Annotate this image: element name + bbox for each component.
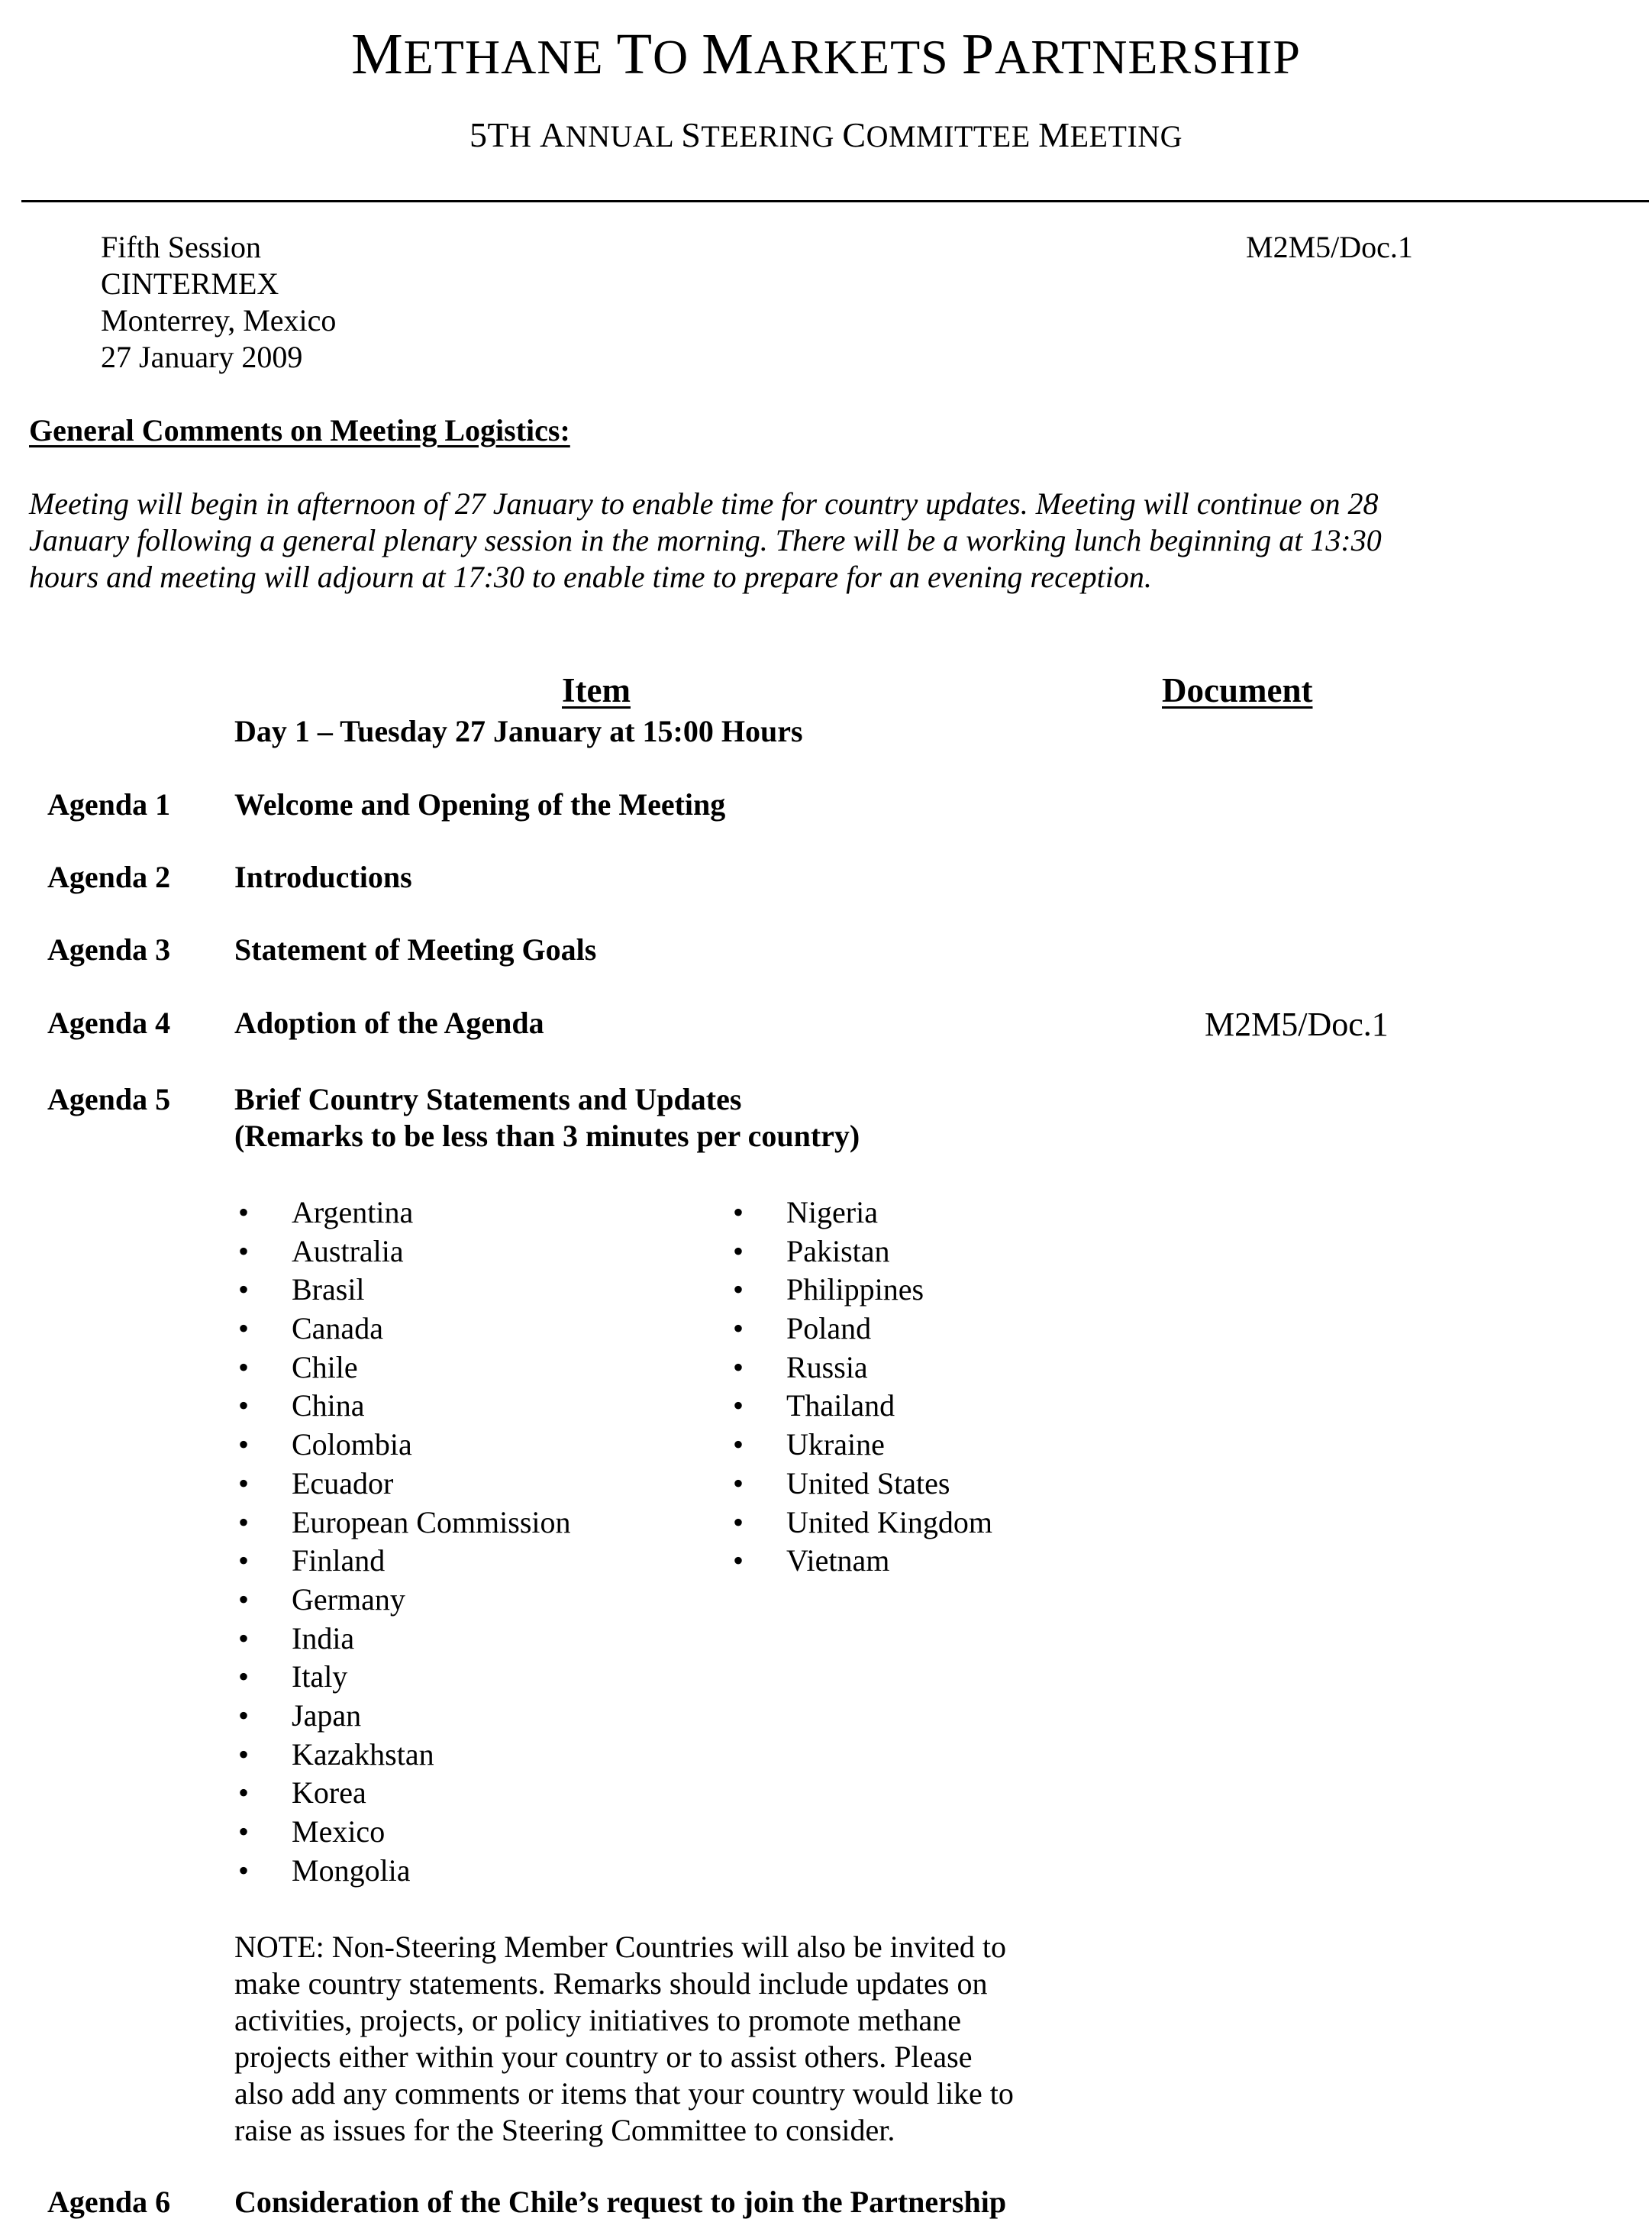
country-name: European Commission xyxy=(292,1504,571,1539)
country-list-left xyxy=(234,1194,571,1890)
country-list-item xyxy=(729,1387,992,1426)
bullet-icon: • xyxy=(238,1814,250,1849)
session-date: 27 January 2009 xyxy=(101,340,303,374)
country-name: Nigeria xyxy=(786,1195,878,1229)
country-list-item xyxy=(234,1813,571,1852)
country-list-item xyxy=(234,1852,571,1891)
logistics-line-2: January following a general plenary session in the morning. There will be a working lunch beginning at 13:30 xyxy=(29,523,1382,557)
country-statement-note xyxy=(234,1929,1074,2149)
document-title-text: METHANE TO MARKETS PARTNERSHIP xyxy=(351,22,1301,86)
country-name: Brasil xyxy=(292,1272,365,1307)
country-name: Philippines xyxy=(786,1272,924,1307)
bullet-icon: • xyxy=(238,1620,250,1655)
agenda-number: Agenda 1 xyxy=(47,787,171,822)
bullet-icon: • xyxy=(733,1349,744,1384)
country-list-item xyxy=(234,1271,571,1310)
country-name: Ecuador xyxy=(292,1465,394,1500)
bullet-icon: • xyxy=(238,1195,250,1229)
country-list-item xyxy=(234,1387,571,1426)
country-list-item xyxy=(234,1349,571,1387)
logistics-paragraph xyxy=(29,486,1525,596)
agenda-title: Statement of Meeting Goals xyxy=(234,932,597,967)
country-name: Finland xyxy=(292,1543,386,1578)
bullet-icon: • xyxy=(238,1427,250,1462)
agenda-title: Consideration of the Chile’s request to join the Partnership xyxy=(234,2185,1007,2219)
country-list-item xyxy=(234,1504,571,1542)
bullet-icon: • xyxy=(238,1659,250,1694)
country-list-item xyxy=(234,1310,571,1349)
country-list-item xyxy=(234,1465,571,1504)
logistics-line-3: hours and meeting will adjourn at 17:30 to enable time to prepare for an evening reception. xyxy=(29,560,1152,594)
bullet-icon: • xyxy=(733,1465,744,1500)
country-list-item xyxy=(729,1194,992,1232)
country-name: Colombia xyxy=(292,1427,412,1462)
bullet-icon: • xyxy=(733,1427,744,1462)
country-name: Italy xyxy=(292,1659,348,1694)
bullet-icon: • xyxy=(238,1272,250,1307)
country-name: United States xyxy=(786,1465,950,1500)
country-list-item xyxy=(234,1658,571,1697)
country-name: Vietnam xyxy=(786,1543,890,1578)
country-list-item xyxy=(234,1426,571,1465)
country-list-item xyxy=(234,1736,571,1775)
agenda-number: Agenda 4 xyxy=(47,1006,171,1040)
country-list-right xyxy=(729,1194,992,1581)
bullet-icon: • xyxy=(733,1543,744,1578)
country-list-item xyxy=(234,1620,571,1659)
document-number: M2M5/Doc.1 xyxy=(1246,230,1413,264)
agenda-subtitle: (Remarks to be less than 3 minutes per country) xyxy=(234,1119,860,1153)
bullet-icon: • xyxy=(238,1311,250,1346)
session-venue: CINTERMEX xyxy=(101,266,279,301)
bullet-icon: • xyxy=(238,1852,250,1888)
country-name: Canada xyxy=(292,1311,383,1346)
country-name: China xyxy=(292,1388,365,1423)
document-title xyxy=(0,21,1652,88)
country-name: Ukraine xyxy=(786,1427,885,1462)
country-list-item xyxy=(234,1581,571,1620)
note-line: activities, projects, or policy initiatives to promote methane xyxy=(234,2003,961,2037)
agenda-number: Agenda 2 xyxy=(47,860,171,894)
agenda-title-block xyxy=(234,1081,860,1155)
agenda-title: Welcome and Opening of the Meeting xyxy=(234,787,726,822)
country-name: Japan xyxy=(292,1697,362,1733)
bullet-icon: • xyxy=(238,1581,250,1617)
note-line: projects either within your country or to assist others. Please xyxy=(234,2040,973,2074)
country-name: Kazakhstan xyxy=(292,1736,434,1772)
agenda-number: Agenda 5 xyxy=(47,1082,171,1116)
country-name: Germany xyxy=(292,1581,405,1617)
agenda-document-ref: M2M5/Doc.1 xyxy=(1205,1006,1389,1043)
agenda-number: Agenda 3 xyxy=(47,932,171,967)
bullet-icon: • xyxy=(733,1195,744,1229)
country-list-item xyxy=(234,1697,571,1736)
note-line: NOTE: Non-Steering Member Countries will also be invited to xyxy=(234,1930,1006,1964)
logistics-line-1: Meeting will begin in afternoon of 27 January to enable time for country updates. Meeting will continue on 28 xyxy=(29,486,1379,521)
session-info-block xyxy=(101,229,336,376)
bullet-icon: • xyxy=(733,1311,744,1346)
bullet-icon: • xyxy=(733,1272,744,1307)
bullet-icon: • xyxy=(238,1736,250,1772)
country-list-item xyxy=(234,1542,571,1581)
bullet-icon: • xyxy=(733,1388,744,1423)
country-list-item xyxy=(729,1465,992,1504)
session-name: Fifth Session xyxy=(101,230,262,264)
country-name: Pakistan xyxy=(786,1233,890,1268)
country-name: Thailand xyxy=(786,1388,895,1423)
country-name: Poland xyxy=(786,1311,872,1346)
bullet-icon: • xyxy=(238,1543,250,1578)
bullet-icon: • xyxy=(733,1233,744,1268)
country-name: Mexico xyxy=(292,1814,386,1849)
document-subtitle xyxy=(0,115,1652,155)
country-list-item xyxy=(729,1310,992,1349)
item-column-header: Item xyxy=(562,671,631,709)
bullet-icon: • xyxy=(733,1504,744,1539)
bullet-icon: • xyxy=(238,1775,250,1810)
country-list-item xyxy=(729,1542,992,1581)
document-subtitle-text: 5TH ANNUAL STEERING COMMITTEE MEETING xyxy=(469,115,1183,154)
bullet-icon: • xyxy=(238,1697,250,1733)
country-list-item xyxy=(729,1504,992,1542)
country-name: Russia xyxy=(786,1349,868,1384)
session-location: Monterrey, Mexico xyxy=(101,303,337,338)
note-line: raise as issues for the Steering Committee to consider. xyxy=(234,2113,895,2147)
country-name: United Kingdom xyxy=(786,1504,992,1539)
agenda-title: Adoption of the Agenda xyxy=(234,1006,544,1040)
country-name: Korea xyxy=(292,1775,366,1810)
country-list-item xyxy=(234,1774,571,1813)
agenda-number: Agenda 6 xyxy=(47,2185,171,2219)
country-name: Chile xyxy=(292,1349,358,1384)
bullet-icon: • xyxy=(238,1465,250,1500)
country-list-item xyxy=(729,1232,992,1271)
day-heading: Day 1 – Tuesday 27 January at 15:00 Hours xyxy=(234,714,803,748)
document-column-header: Document xyxy=(1162,671,1313,709)
country-name: Mongolia xyxy=(292,1852,411,1888)
bullet-icon: • xyxy=(238,1233,250,1268)
agenda-title: Introductions xyxy=(234,860,412,894)
logistics-heading: General Comments on Meeting Logistics: xyxy=(29,413,570,447)
agenda-title: Brief Country Statements and Updates xyxy=(234,1082,742,1116)
header-divider xyxy=(21,200,1649,202)
note-line: also add any comments or items that your country would like to xyxy=(234,2076,1014,2111)
country-name: Argentina xyxy=(292,1195,414,1229)
country-list-item xyxy=(729,1271,992,1310)
country-list-item xyxy=(234,1232,571,1271)
country-name: Australia xyxy=(292,1233,404,1268)
country-list-item xyxy=(729,1426,992,1465)
bullet-icon: • xyxy=(238,1349,250,1384)
bullet-icon: • xyxy=(238,1504,250,1539)
country-list-item xyxy=(729,1349,992,1387)
bullet-icon: • xyxy=(238,1388,250,1423)
country-list-item xyxy=(234,1194,571,1232)
note-line: make country statements. Remarks should include updates on xyxy=(234,1966,988,2001)
country-name: India xyxy=(292,1620,355,1655)
